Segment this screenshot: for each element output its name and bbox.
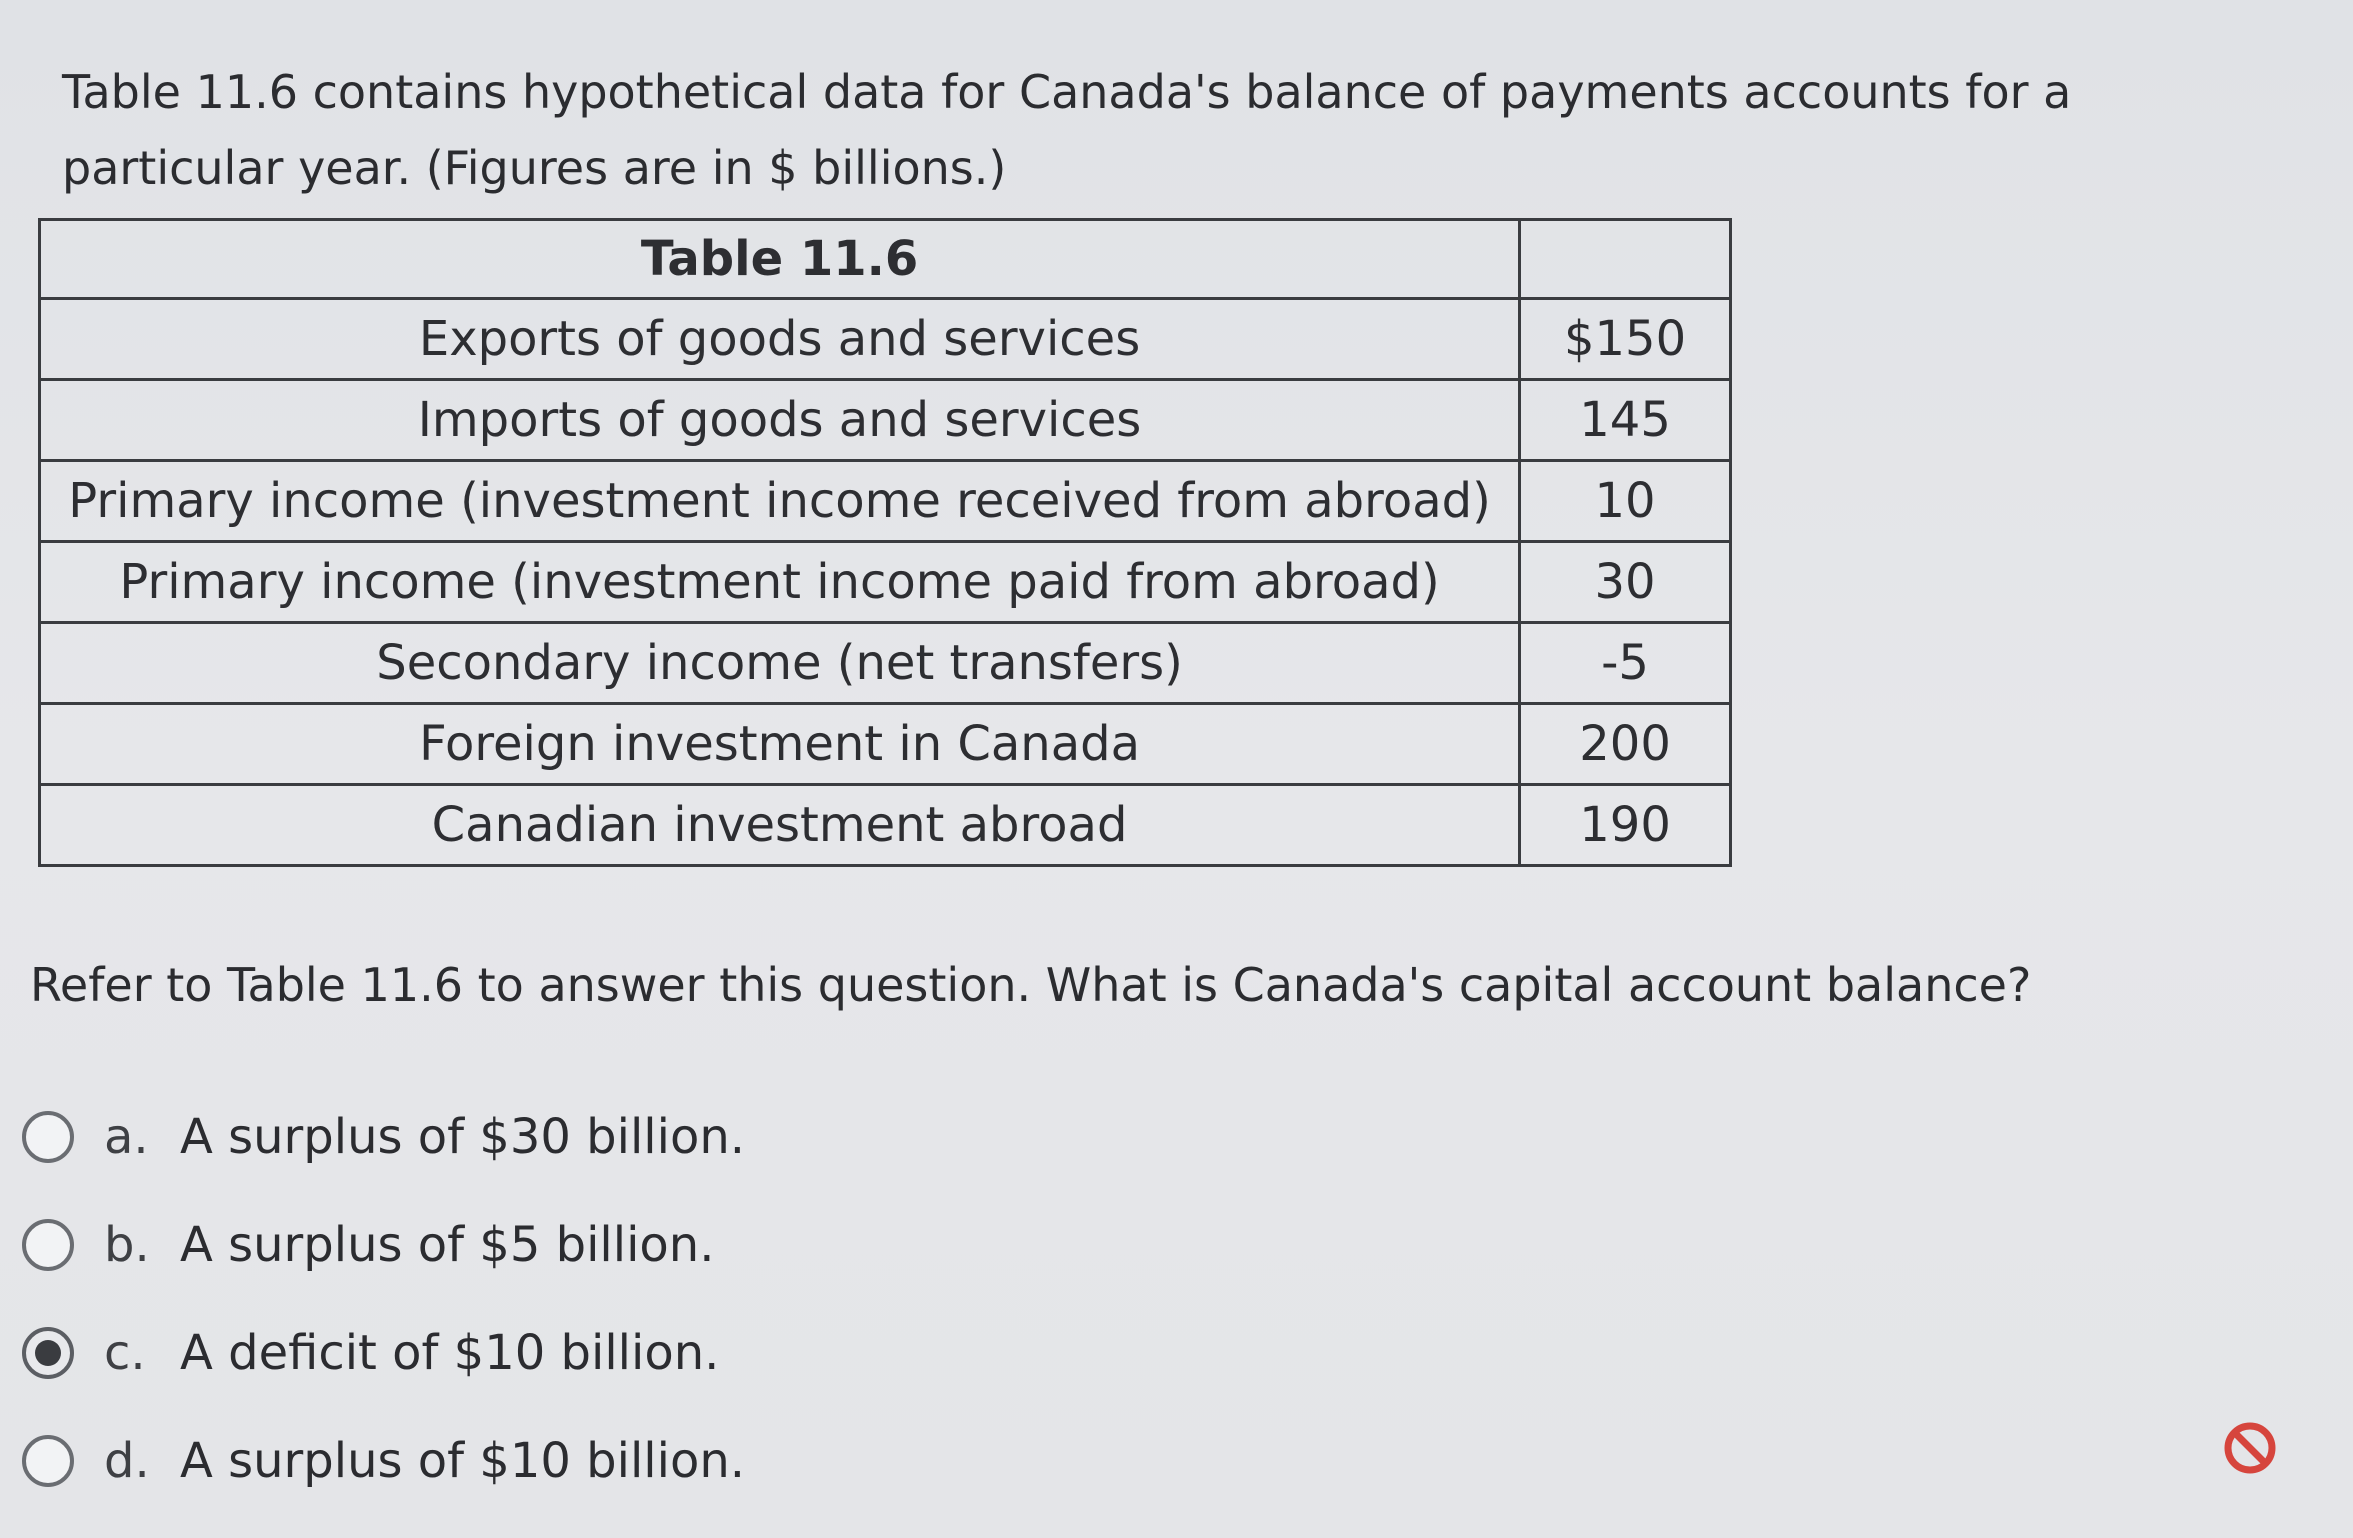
row-value: 190 xyxy=(1520,785,1731,866)
row-label: Foreign investment in Canada xyxy=(40,704,1520,785)
table-header-empty xyxy=(1520,220,1731,299)
radio-button-d[interactable] xyxy=(22,1435,74,1487)
row-value: 200 xyxy=(1520,704,1731,785)
table-row xyxy=(40,704,1731,785)
radio-button-c-selected[interactable] xyxy=(22,1327,74,1379)
option-text[interactable]: A surplus of $30 billion. xyxy=(180,1109,746,1165)
row-value: $150 xyxy=(1520,299,1731,380)
table-title: Table 11.6 xyxy=(40,220,1520,299)
option-letter: a. xyxy=(104,1109,149,1165)
row-label: Imports of goods and services xyxy=(40,380,1520,461)
row-label: Canadian investment abroad xyxy=(40,785,1520,866)
option-letter: b. xyxy=(104,1217,150,1273)
row-value: 10 xyxy=(1520,461,1731,542)
table-row xyxy=(40,380,1731,461)
question-text: Refer to Table 11.6 to answer this question. What is Canada's capital account balance? xyxy=(30,958,2032,1012)
option-letter: c. xyxy=(104,1325,146,1381)
table-row xyxy=(40,623,1731,704)
row-label: Secondary income (net transfers) xyxy=(40,623,1520,704)
option-a[interactable] xyxy=(22,1110,745,1164)
row-label: Primary income (investment income received from abroad) xyxy=(40,461,1520,542)
radio-button-b[interactable] xyxy=(22,1219,74,1271)
option-text[interactable]: A deficit of $10 billion. xyxy=(180,1325,720,1381)
option-b[interactable] xyxy=(22,1218,745,1272)
intro-line-1: Table 11.6 contains hypothetical data for Canada's balance of payments accounts for a xyxy=(62,65,2072,119)
row-value: 30 xyxy=(1520,542,1731,623)
radio-button-a[interactable] xyxy=(22,1111,74,1163)
table-row xyxy=(40,461,1731,542)
row-label: Primary income (investment income paid from abroad) xyxy=(40,542,1520,623)
option-text[interactable]: A surplus of $10 billion. xyxy=(180,1433,746,1489)
table-header-row xyxy=(40,220,1731,299)
table-row xyxy=(40,785,1731,866)
option-letter: d. xyxy=(104,1433,150,1489)
incorrect-icon xyxy=(2220,1418,2280,1478)
answer-options xyxy=(22,1110,745,1538)
row-value: 145 xyxy=(1520,380,1731,461)
intro-line-2: particular year. (Figures are in $ billions.) xyxy=(62,141,1007,195)
table-row xyxy=(40,299,1731,380)
option-d[interactable] xyxy=(22,1434,745,1488)
row-value: -5 xyxy=(1520,623,1731,704)
table-row xyxy=(40,542,1731,623)
option-c[interactable] xyxy=(22,1326,745,1380)
question-intro xyxy=(62,54,2162,206)
row-label: Exports of goods and services xyxy=(40,299,1520,380)
option-text[interactable]: A surplus of $5 billion. xyxy=(180,1217,715,1273)
balance-of-payments-table xyxy=(38,218,1732,867)
